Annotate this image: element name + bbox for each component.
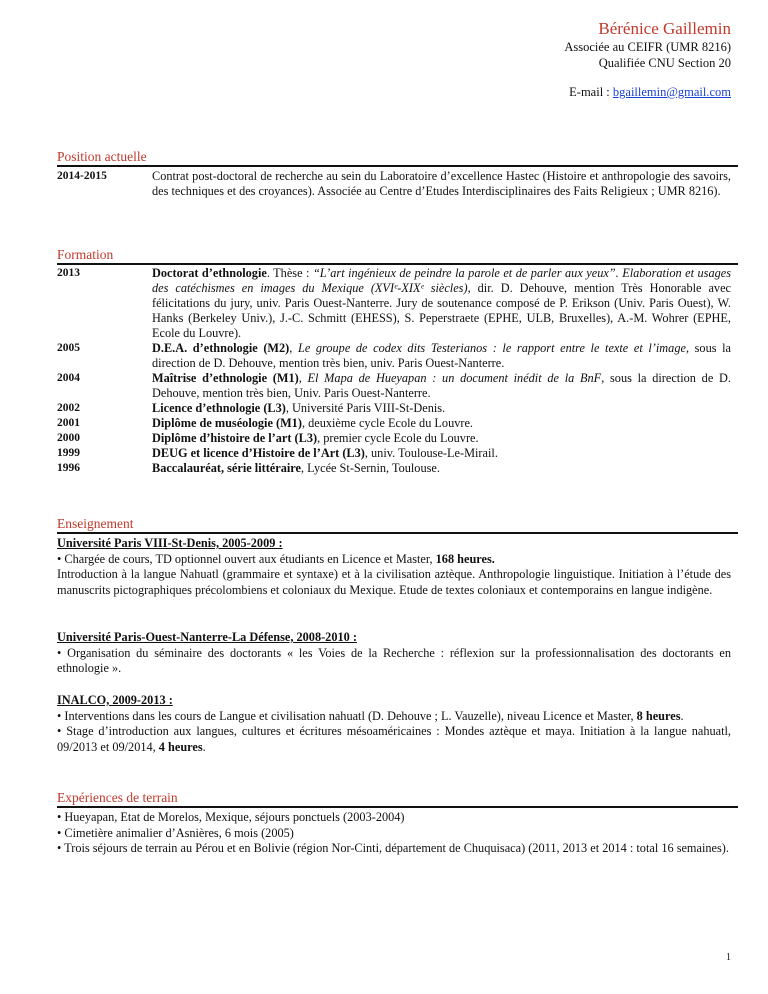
teaching-description: Introduction à la langue Nahuatl (grammaire et syntaxe) et à la civilisation aztèque. Anthropologie linguistique. Initiation à l’étude des manuscrits pictographiques précolombiens et coloniaux du Mexique. Etude de textes coloniaux et contemporains en langue indigène. (57, 567, 731, 597)
section-rule (57, 263, 738, 265)
formation-text: D.E.A. d’ethnologie (M2), Le groupe de codex dits Testerianos : le rapport entre le texte et l’image, sous la direction de D. Dehouve, mention très bien, univ. Paris Ouest-Nanterre. (152, 341, 731, 370)
section-title-enseignement: Enseignement (57, 516, 134, 531)
fieldwork-item: • Trois séjours de terrain au Pérou et en Bolivie (région Nor-Cinti, département de Chuquisaca) (2011, 2013 et 2014 : total 16 semaines). (57, 841, 729, 855)
formation-text: Maîtrise d’ethnologie (M1), El Mapa de Hueyapan : un document inédit de la BnF, sous la direction de D. Dehouve, mention très bien, Univ. Paris Ouest-Nanterre. (152, 371, 731, 400)
fieldwork-item: • Hueyapan, Etat de Morelos, Mexique, séjours ponctuels (2003-2004) (57, 810, 405, 824)
formation-year: 2000 (57, 432, 80, 444)
formation-text: Diplôme de muséologie (M1), deuxième cycle Ecole du Louvre. (152, 416, 473, 430)
formation-item (57, 416, 731, 431)
position-block (57, 169, 731, 199)
teaching-line: • Organisation du séminaire des doctorants « les Voies de la Recherche : réflexion sur la professionnalisation des doctorants en ethnologie ». (57, 645, 731, 675)
teaching-heading: Université Paris-Ouest-Nanterre-La Défense, 2008-2010 : (57, 630, 357, 644)
teaching-line: • Stage d’introduction aux langues, cultures et écritures mésoaméricaines : Mondes aztèque et maya. Initiation à la langue nahuatl, 09/2013 et 09/2014, 4 heures. (57, 724, 731, 754)
teaching-paris8 (57, 536, 731, 598)
email-prefix: E-mail : (569, 85, 613, 99)
formation-text: DEUG et licence d’Histoire de l’Art (L3), univ. Toulouse-Le-Mirail. (152, 446, 498, 460)
position-years: 2014-2015 (57, 170, 107, 182)
formation-text: Doctorat d’ethnologie. Thèse : “L’art ingénieux de peindre la parole et de parler aux yeux”. Elaboration et usages des catéchismes en images du Mexique (XVIᵉ-XIXᵉ siècles), dir. D. Dehouve, mention Très Honorable avec félicitations du jury, univ. Paris Ouest-Nanterre. Jury de soutenance composé de P. Erikson (Univ. Paris Ouest), W. Hanks (Berkeley Univ.), J.-C. Schmitt (EHESS), S. Peperstraete (EPHE, ULB, Bruxelles), A.-M. Wohrer (EPHE, Ecole du Louvre). (152, 266, 731, 340)
formation-item (57, 461, 731, 476)
teaching-heading: INALCO, 2009-2013 : (57, 693, 173, 707)
section-title-terrain: Expériences de terrain (57, 790, 178, 805)
formation-item (57, 446, 731, 461)
teaching-line: • Interventions dans les cours de Langue et civilisation nahuatl (D. Dehouve ; L. Vauzelle), niveau Licence et Master, 8 heures. (57, 708, 684, 723)
cv-header (564, 18, 731, 100)
formation-text: Diplôme d’histoire de l’art (L3), premier cycle Ecole du Louvre. (152, 431, 479, 445)
position-row (57, 169, 731, 199)
formation-text: Licence d’ethnologie (L3), Université Paris VIII-St-Denis. (152, 401, 446, 415)
formation-item (57, 431, 731, 446)
section-title-formation: Formation (57, 247, 114, 262)
formation-year: 2001 (57, 417, 80, 429)
section-title-position: Position actuelle (57, 149, 147, 164)
formation-list (57, 266, 731, 476)
teaching-line: • Chargée de cours, TD optionnel ouvert aux étudiants en Licence et Master, 168 heures. (57, 551, 495, 566)
fieldwork-item: • Cimetière animalier d’Asnières, 6 mois (2005) (57, 825, 294, 840)
formation-year: 2013 (57, 267, 80, 279)
formation-year: 2004 (57, 372, 80, 384)
qualification: Qualifiée CNU Section 20 (598, 56, 731, 70)
teaching-nanterre (57, 630, 731, 677)
formation-year: 1996 (57, 462, 80, 474)
formation-year: 2005 (57, 342, 80, 354)
formation-text: Baccalauréat, série littéraire, Lycée St-Sernin, Toulouse. (152, 461, 440, 475)
formation-year: 1999 (57, 447, 80, 459)
page-number: 1 (726, 952, 731, 963)
email-line (564, 85, 731, 100)
formation-item (57, 401, 731, 416)
formation-item (57, 371, 731, 401)
formation-item (57, 341, 731, 371)
section-rule (57, 806, 738, 808)
formation-item (57, 266, 731, 341)
fieldwork-list (57, 810, 731, 857)
section-rule (57, 532, 738, 534)
teaching-inalco (57, 693, 731, 755)
position-text: Contrat post-doctoral de recherche au sein du Laboratoire d’excellence Hastec (Histoire et anthropologie des savoirs, des techniques et des croyances). Associée au Centre d’Etudes Interdisciplinaires des Faits Religieux ; UMR 8216). (152, 169, 731, 198)
affiliation: Associée au CEIFR (UMR 8216) (564, 40, 731, 54)
teaching-heading: Université Paris VIII-St-Denis, 2005-2009 : (57, 536, 283, 550)
email-link[interactable]: bgaillemin@gmail.com (612, 85, 731, 99)
author-name: Bérénice Gaillemin (598, 19, 731, 38)
formation-year: 2002 (57, 402, 80, 414)
section-rule (57, 165, 738, 167)
